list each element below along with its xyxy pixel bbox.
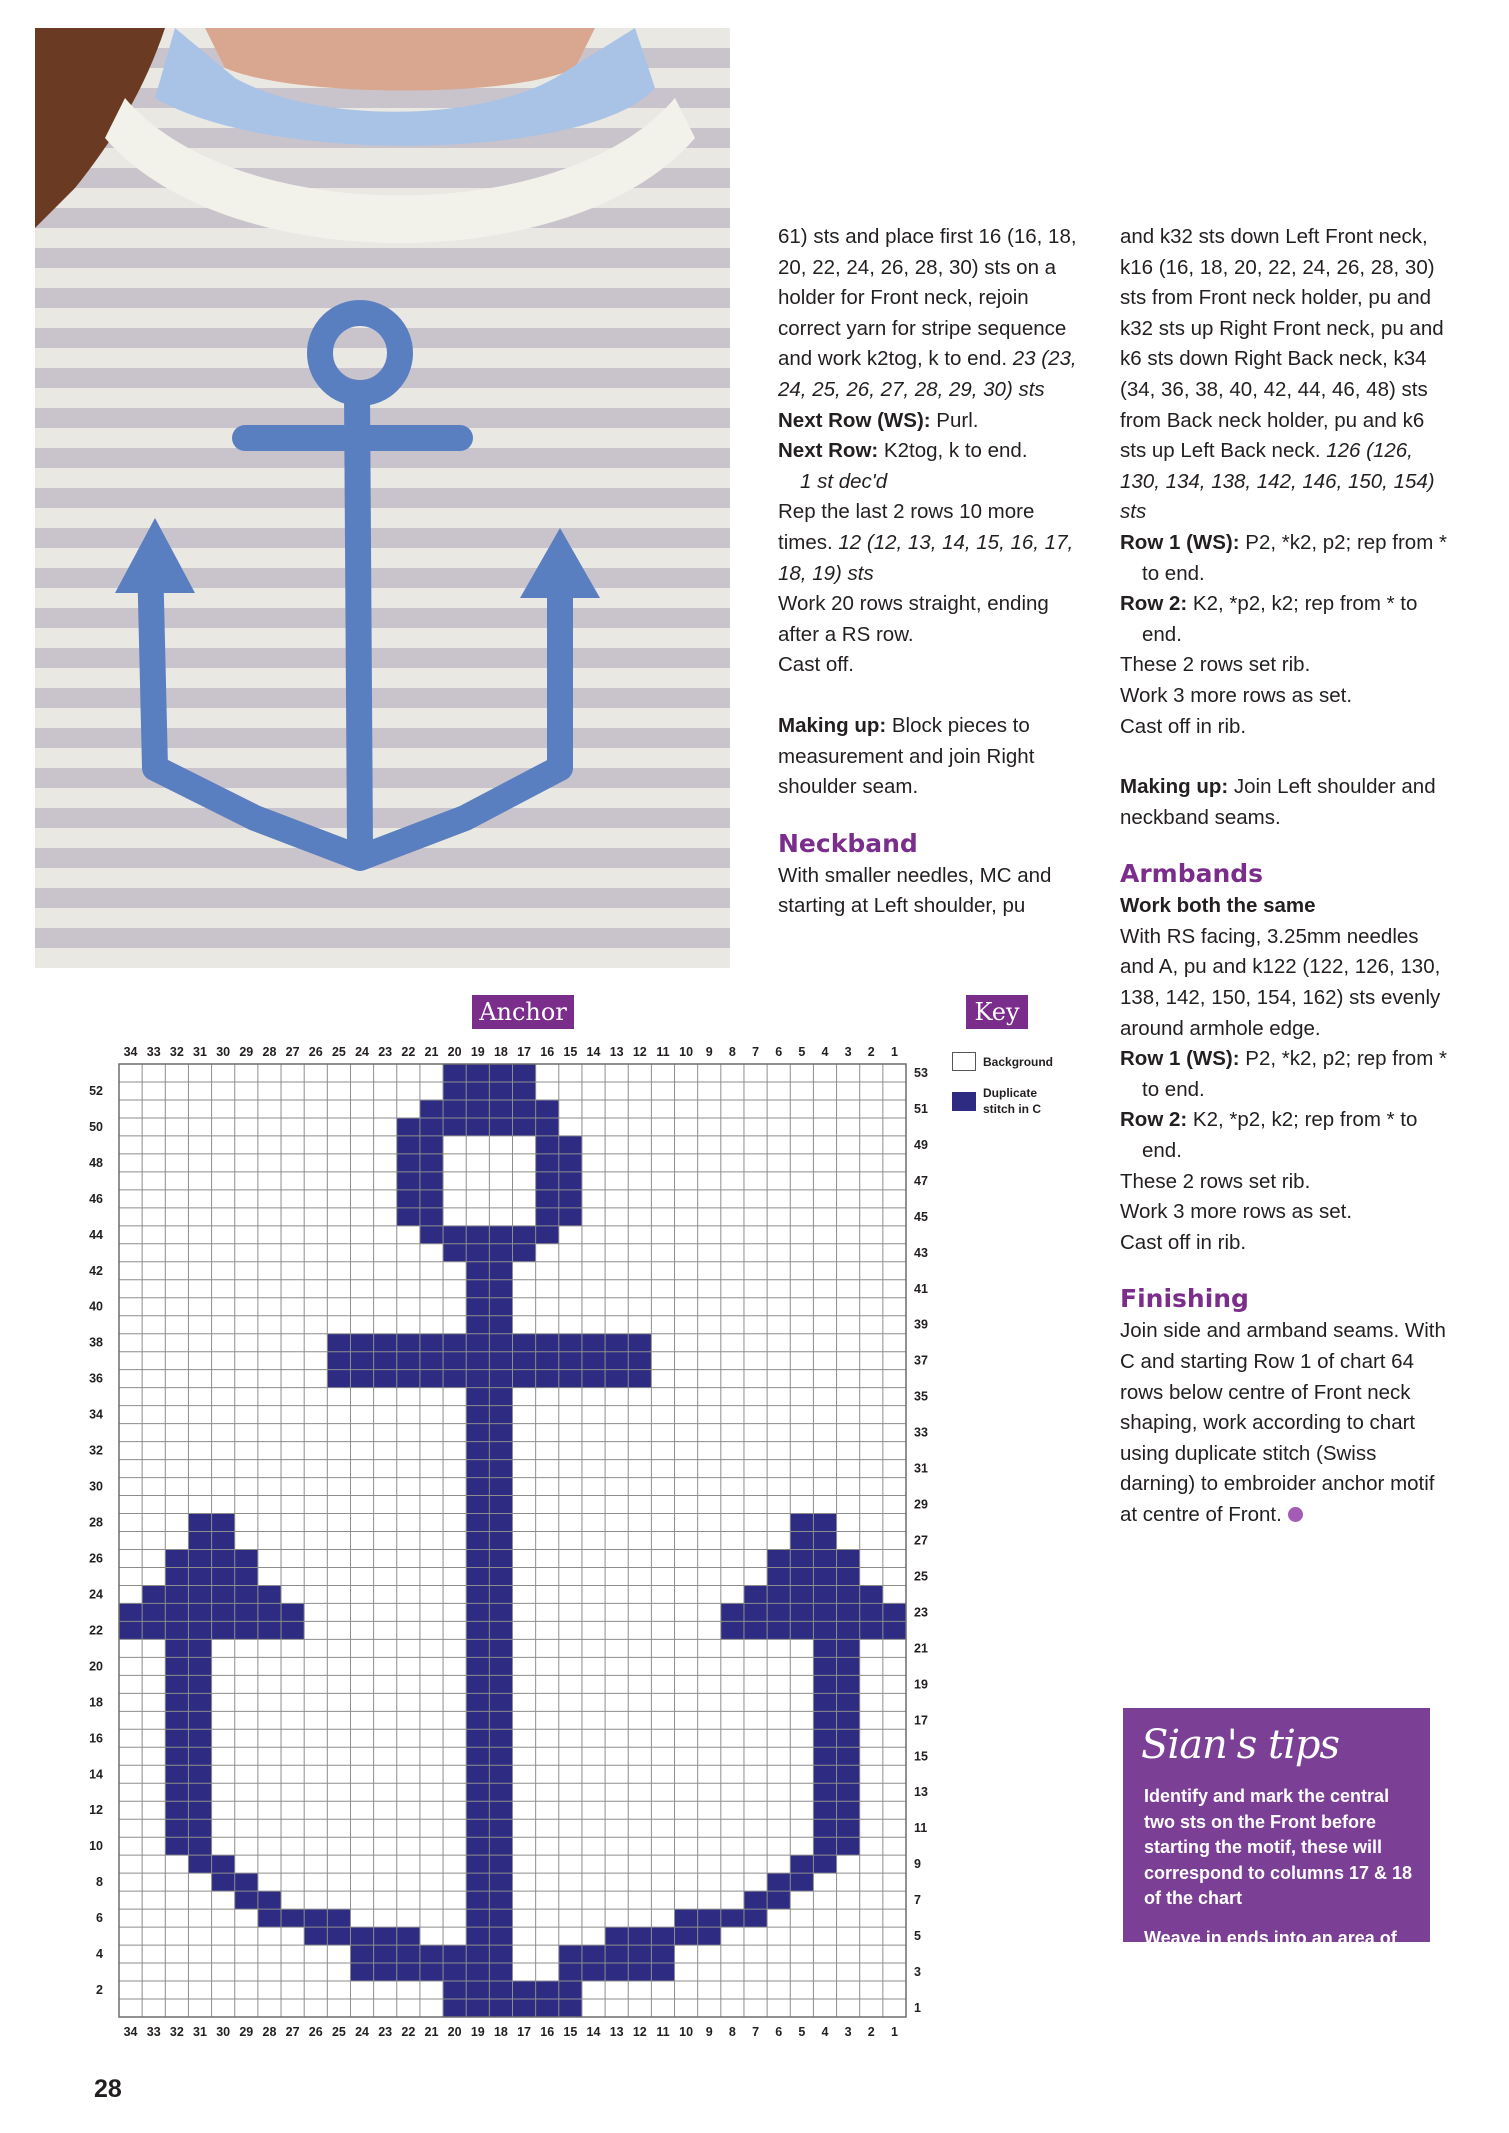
chart-axis-label: 31 [914,1461,928,1476]
chart-stitch [744,1585,883,1603]
chart-stitch [466,1963,512,1981]
chart-stitch [466,1316,512,1334]
chart-axis-label: 32 [89,1443,103,1458]
chart-axis-label: 25 [331,2025,346,2039]
key-background-label: Background [983,1055,1054,1069]
chart-axis-label: 29 [239,2025,254,2039]
chart-axis-label: 32 [169,2025,184,2039]
neck-work-more: Work 3 more rows as set. [1120,683,1353,707]
chart-stitch [258,1909,351,1927]
chart-stitch [536,1172,582,1190]
chart-stitch [813,1837,859,1855]
chart-axis-label: 14 [586,1045,601,1059]
chart-axis-label: 26 [89,1551,103,1566]
chart-axis-label: 1 [890,1045,898,1059]
chart-axis-label: 24 [89,1587,103,1602]
chart-axis-label: 19 [914,1677,928,1692]
chart-stitch [420,1226,559,1244]
chart-axis-label: 16 [540,1045,555,1059]
chart-axis-label: 1 [914,2001,921,2016]
chart-stitch [536,1208,582,1226]
chart-axis-label: 28 [89,1515,103,1530]
chart-axis-label: 18 [493,1045,508,1059]
chart-stitch [165,1675,211,1693]
work-straight: Work 20 rows straight, ending after a RS row. [778,592,1049,646]
neck-row-2: Row 2: K2, *p2, k2; rep from * to end. [1120,592,1418,646]
chart-stitch [397,1136,443,1154]
chart-stitch [165,1693,211,1711]
chart-axis-label: 13 [609,2025,624,2039]
chart-stitch [466,1855,512,1873]
chart-stitch [466,1460,512,1478]
chart-stitch [397,1172,443,1190]
finishing-heading: Finishing [1120,1284,1249,1314]
chart-stitch [119,1621,304,1639]
chart-stitch [165,1765,211,1783]
chart-stitch [188,1532,234,1550]
chart-stitch [813,1765,859,1783]
neckband-text: With smaller needles, MC and starting at Left shoulder, pu [778,863,1052,918]
chart-axis-label: 53 [914,1065,928,1080]
chart-axis-label: 24 [355,2025,369,2039]
chart-stitch [466,1837,512,1855]
chart-stitch [165,1747,211,1765]
chart-stitch [119,1603,304,1621]
chart-axis-label: 26 [308,1045,323,1059]
chart-stitch [813,1729,859,1747]
chart-axis-label: 3 [914,1965,921,1980]
chart-axis-label: 35 [914,1389,928,1404]
sweater-photo [35,28,730,968]
chart-axis-label: 12 [632,1045,647,1059]
chart-stitch [466,1388,512,1406]
chart-axis-label: 4 [96,1947,103,1962]
chart-axis-label: 37 [914,1353,928,1368]
chart-stitch [466,1567,512,1585]
chart-axis-label: 4 [821,2025,829,2039]
chart-axis-label: 48 [89,1155,103,1170]
chart-axis-label: 34 [89,1407,103,1422]
chart-stitch [420,1100,559,1118]
chart-axis-label: 7 [914,1893,921,1908]
chart-cells [119,1064,906,2017]
chart-stitch [536,1190,582,1208]
chart-stitch [466,1298,512,1316]
chart-axis-label: 34 [123,1045,138,1059]
chart-stitch [466,1801,512,1819]
chart-stitch [443,1082,536,1100]
chart-stitch [790,1532,836,1550]
chart-stitch [327,1334,651,1352]
chart-stitch [466,1675,512,1693]
chart-stitch [813,1675,859,1693]
chart-axis-label: 34 [123,2025,138,2039]
chart-stitch [188,1514,234,1532]
chart-axis-label: 10 [679,2025,694,2039]
chart-stitch [165,1657,211,1675]
chart-axis-label: 33 [146,1045,161,1059]
neck-cast-off: Cast off in rib. [1120,714,1247,738]
chart-axis-label: 19 [470,1045,485,1059]
chart-axis-label: 30 [89,1479,103,1494]
chart-stitch [466,1442,512,1460]
chart-stitch [397,1154,443,1172]
chart-axis-label: 9 [914,1857,921,1872]
chart-axis-label: 6 [96,1911,103,1926]
tips-title: Sian's tips [1141,1722,1340,1768]
chart-stitch [466,1909,512,1927]
chart-stitch [813,1801,859,1819]
chart-stitch [559,1963,675,1981]
chart-stitch [443,1999,582,2017]
chart-axis-label: 39 [914,1317,928,1332]
chart-stitch [675,1909,768,1927]
chart-stitch [466,1478,512,1496]
chart-axis-label: 7 [752,2025,760,2039]
chart-axis-label: 1 [890,2025,898,2039]
chart-axis-label: 17 [517,2025,532,2039]
chart-stitch [721,1621,906,1639]
chart-stitch [165,1549,258,1567]
chart-axis-label: 27 [285,1045,300,1059]
chart-stitch [536,1136,582,1154]
chart-axis-label: 36 [89,1371,103,1386]
chart-stitch [813,1819,859,1837]
chart-stitch [466,1585,512,1603]
chart-stitch [466,1621,512,1639]
chart-stitch [235,1891,281,1909]
arm-rows-set: These 2 rows set rib. [1120,1169,1311,1193]
chart-stitch [721,1603,906,1621]
chart-axis-label: 10 [679,1045,694,1059]
chart-stitch [188,1855,234,1873]
neckband-heading: Neckband [778,828,918,858]
page-number: 28 [94,2075,122,2103]
key-background-swatch [952,1052,976,1071]
next-row-ws: Next Row (WS): Purl. [778,408,979,432]
chart-axis-label: 11 [914,1821,928,1836]
chart-axis-label: 16 [89,1731,103,1746]
next-row: Next Row: K2tog, k to end. [778,439,1028,463]
chart-axis-label: 11 [656,2025,670,2039]
chart-axis-label: 21 [914,1641,928,1656]
tip-2: Weave in ends into an area of the same colour to avoid show-through [1144,1927,1414,1999]
chart-axis-label: 42 [89,1263,103,1278]
chart-axis-label: 23 [914,1605,928,1620]
chart-stitch [466,1927,512,1945]
chart-axis-label: 23 [378,2025,393,2039]
chart-stitch [466,1711,512,1729]
chart-stitch [165,1819,211,1837]
chart-stitch [790,1514,836,1532]
chart-stitch [327,1352,651,1370]
chart-gridlines [119,1064,906,2017]
chart-axis-label: 17 [914,1713,928,1728]
chart-axis-label: 2 [96,1983,103,1998]
repeat-paragraph: Rep the last 2 rows 10 more times. 12 (12, 13, 14, 15, 16, 17, 18, 19) sts [778,500,1074,585]
chart-axis-label: 12 [89,1803,103,1818]
chart-axis-label: 22 [89,1623,103,1638]
chart-axis-label: 13 [609,1045,624,1059]
chart-axis-label: 30 [216,2025,231,2039]
chart-stitch [813,1693,859,1711]
chart-stitch [304,1927,420,1945]
chart-stitch [327,1370,651,1388]
chart-axis-label: 8 [728,2025,736,2039]
chart-axis-label: 3 [844,1045,852,1059]
chart-axis-label: 32 [169,1045,184,1059]
chart-axis-label: 2 [867,1045,875,1059]
chart-axis-label: 46 [89,1191,103,1206]
tips-box [1123,1708,1430,1999]
chart-stitch [165,1801,211,1819]
chart-axis-label: 14 [586,2025,601,2039]
chart-stitch [142,1585,281,1603]
chart-axis-label: 30 [216,1045,231,1059]
chart-stitch [466,1532,512,1550]
tip-1: Identify and mark the central two sts on the Front before starting the motif, these will correspond to columns 17 & 18 of the chart [1144,1786,1413,1908]
chart-stitch [212,1873,258,1891]
chart-axis-label: 20 [447,2025,462,2039]
finishing-text: Join side and armband seams. With C and starting Row 1 of chart 64 rows below centre of Front neck shaping, work according to chart using duplicate stitch (Swiss darning) to embroider anchor motif at centre of Front. [1120,1319,1446,1526]
chart-stitch [767,1873,813,1891]
armbands-heading: Armbands [1120,859,1264,889]
chart-axis-label: 4 [821,1045,829,1059]
neck-rows-set: These 2 rows set rib. [1120,653,1311,677]
arm-cast-off: Cast off in rib. [1120,1230,1247,1254]
key-duplicate-label: Duplicate stitch in C [983,1086,1042,1116]
chart-stitch [466,1819,512,1837]
cast-off: Cast off. [778,653,854,677]
chart-axis-label: 9 [705,2025,713,2039]
chart-stitch [466,1639,512,1657]
chart-axis-label: 28 [262,2025,277,2039]
chart-axis-label: 23 [378,1045,393,1059]
chart-stitch [165,1711,211,1729]
chart-stitch [165,1837,211,1855]
chart-axis-label: 15 [563,1045,578,1059]
chart-stitch [466,1406,512,1424]
chart-axis-label: 41 [914,1281,928,1296]
chart-stitch [466,1729,512,1747]
chart-axis-label: 15 [914,1749,928,1764]
tips-body [1144,1784,1419,2016]
chart-stitch [397,1190,443,1208]
chart-axis-label: 10 [89,1839,103,1854]
chart-axis-label: 47 [914,1173,928,1188]
chart-stitch [443,1244,536,1262]
chart-axis-label: 18 [493,2025,508,2039]
chart-axis-label: 21 [424,1045,439,1059]
arm-work-more: Work 3 more rows as set. [1120,1200,1353,1224]
chart-stitch [536,1154,582,1172]
chart-axis-label: 7 [752,1045,760,1059]
chart-stitch [466,1873,512,1891]
chart-axis-label: 52 [89,1083,103,1098]
chart-axis-label: 8 [728,1045,736,1059]
key-duplicate-swatch [952,1092,976,1111]
chart-stitch [605,1927,721,1945]
chart-stitch [466,1603,512,1621]
key-title: Key [966,995,1028,1029]
chart-stitch [397,1208,443,1226]
chart-axis-label: 51 [914,1101,928,1116]
chart-stitch [165,1729,211,1747]
chart-stitch [466,1891,512,1909]
chart-stitch [767,1567,860,1585]
chart-stitch [466,1496,512,1514]
chart-axis-label: 19 [470,2025,485,2039]
chart-axis-label: 3 [844,2025,852,2039]
chart-axis-label: 6 [775,1045,783,1059]
chart-axis-label: 14 [89,1767,103,1782]
armbands-subheading: Work both the same [1120,894,1316,918]
chart-stitch [790,1855,836,1873]
chart-stitch [466,1262,512,1280]
chart-stitch [443,1064,536,1082]
chart-axis-label: 43 [914,1245,928,1260]
chart-stitch [744,1891,790,1909]
chart-axis-label: 22 [401,2025,416,2039]
chart-stitch [466,1693,512,1711]
chart-stitch [466,1514,512,1532]
chart-axis-label: 33 [914,1425,928,1440]
chart-axis-label: 44 [89,1227,103,1242]
chart-axis-label: 27 [285,2025,300,2039]
chart-axis-label: 28 [262,1045,277,1059]
chart-axis-label: 9 [705,1045,713,1059]
yarn-ball-icon [1288,1507,1303,1522]
chart-axis-label: 2 [867,2025,875,2039]
chart-axis-label: 50 [89,1119,103,1134]
chart-stitch [165,1567,258,1585]
chart-border [119,1064,906,2017]
chart-axis-label: 18 [89,1695,103,1710]
chart-stitch [813,1783,859,1801]
chart-stitch [466,1424,512,1442]
chart-stitch [466,1747,512,1765]
arm-row-1: Row 1 (WS): P2, *k2, p2; rep from * to end. [1120,1047,1447,1101]
arm-row-2: Row 2: K2, *p2, k2; rep from * to end. [1120,1108,1418,1163]
chart-stitch [466,1549,512,1567]
chart-axis-label: 8 [96,1875,103,1890]
chart-axis-label: 38 [89,1335,103,1350]
chart-axis-label: 15 [563,2025,578,2039]
chart-axis-label: 22 [401,1045,416,1059]
making-up-paragraph: Making up: Block pieces to measurement and join Right shoulder seam. [778,713,1035,799]
chart-axis-label: 25 [914,1569,928,1584]
front-neck-paragraph: 61) sts and place first 16 (16, 18, 20, 22, 24, 26, 28, 30) sts on a holder for Front neck, rejoin correct yarn for stripe sequence and work k2tog, k to end. 23 (23, 24, 25, 26, 27, 28, 29, 30) sts [778,225,1077,401]
chart-axis-label: 17 [517,1045,532,1059]
chart-axis-label: 11 [656,1045,670,1059]
chart-stitch [397,1118,559,1136]
chart-axis-label: 13 [914,1785,928,1800]
chart-stitch [813,1747,859,1765]
chart-stitch [813,1711,859,1729]
chart-stitch [466,1783,512,1801]
chart-axis-label: 12 [632,2025,647,2039]
chart-axis-label: 20 [89,1659,103,1674]
chart-axis-label: 45 [914,1209,928,1224]
chart-stitch [165,1639,211,1657]
chart-axis-label: 6 [775,2025,783,2039]
chart-title: Anchor [472,995,574,1029]
chart-axis-label: 20 [447,1045,462,1059]
chart-stitch [813,1657,859,1675]
neck-row-1: Row 1 (WS): P2, *k2, p2; rep from * to end. [1120,530,1447,585]
chart-stitch [767,1549,860,1567]
chart-stitch [466,1765,512,1783]
dec-note: 1 st dec'd [800,469,888,493]
chart-axis-label: 49 [914,1137,928,1152]
chart-axis-label: 29 [239,1045,254,1059]
chart-axis-label: 29 [914,1497,928,1512]
chart-axis-label: 24 [355,1045,369,1059]
chart-stitch [813,1639,859,1657]
chart-axis-label: 16 [540,2025,555,2039]
chart-stitch [466,1945,512,1963]
chart-axis-label: 26 [308,2025,323,2039]
chart-stitch [350,1945,466,1963]
chart-axis-label: 40 [89,1299,103,1314]
instructions-column-1 [778,222,1093,922]
chart-axis-label: 31 [193,1045,207,1059]
chart-labels [89,1045,928,2039]
chart-axis-label: 21 [424,2025,439,2039]
armbands-text: With RS facing, 3.25mm needles and A, pu and k122 (122, 126, 130, 138, 142, 150, 154, 162) sts evenly around armhole edge. [1120,924,1441,1040]
chart-stitch [466,1657,512,1675]
anchor-sweater-photo-icon [35,28,730,968]
chart-axis-label: 27 [914,1533,928,1548]
chart-axis-label: 5 [798,1045,806,1059]
chart-stitch [350,1963,466,1981]
chart-stitch [466,1280,512,1298]
chart-stitch [443,1981,582,1999]
chart-axis-label: 5 [798,2025,806,2039]
instructions-column-2 [1120,222,1450,1531]
making-up-2: Making up: Join Left shoulder and neckband seams. [1120,775,1436,829]
chart-axis-label: 31 [193,2025,207,2039]
chart-stitch [559,1945,675,1963]
chart-axis-label: 5 [914,1929,921,1944]
chart-axis-label: 33 [146,2025,161,2039]
chart-axis-label: 25 [331,1045,346,1059]
neckband-pickup-paragraph: and k32 sts down Left Front neck, k16 (16, 18, 20, 22, 24, 26, 28, 30) sts from Front neck holder, pu and k32 sts up Right Front neck, pu and k6 sts down Right Back neck, k34 (34, 36, 38, 40, 42, 44, 46, 48) sts from Back neck holder, pu and k6 sts up Left Back neck. 126 (126, 130, 134, 138, 142, 146, 150, 154) sts [1120,225,1444,524]
chart-stitch [165,1783,211,1801]
